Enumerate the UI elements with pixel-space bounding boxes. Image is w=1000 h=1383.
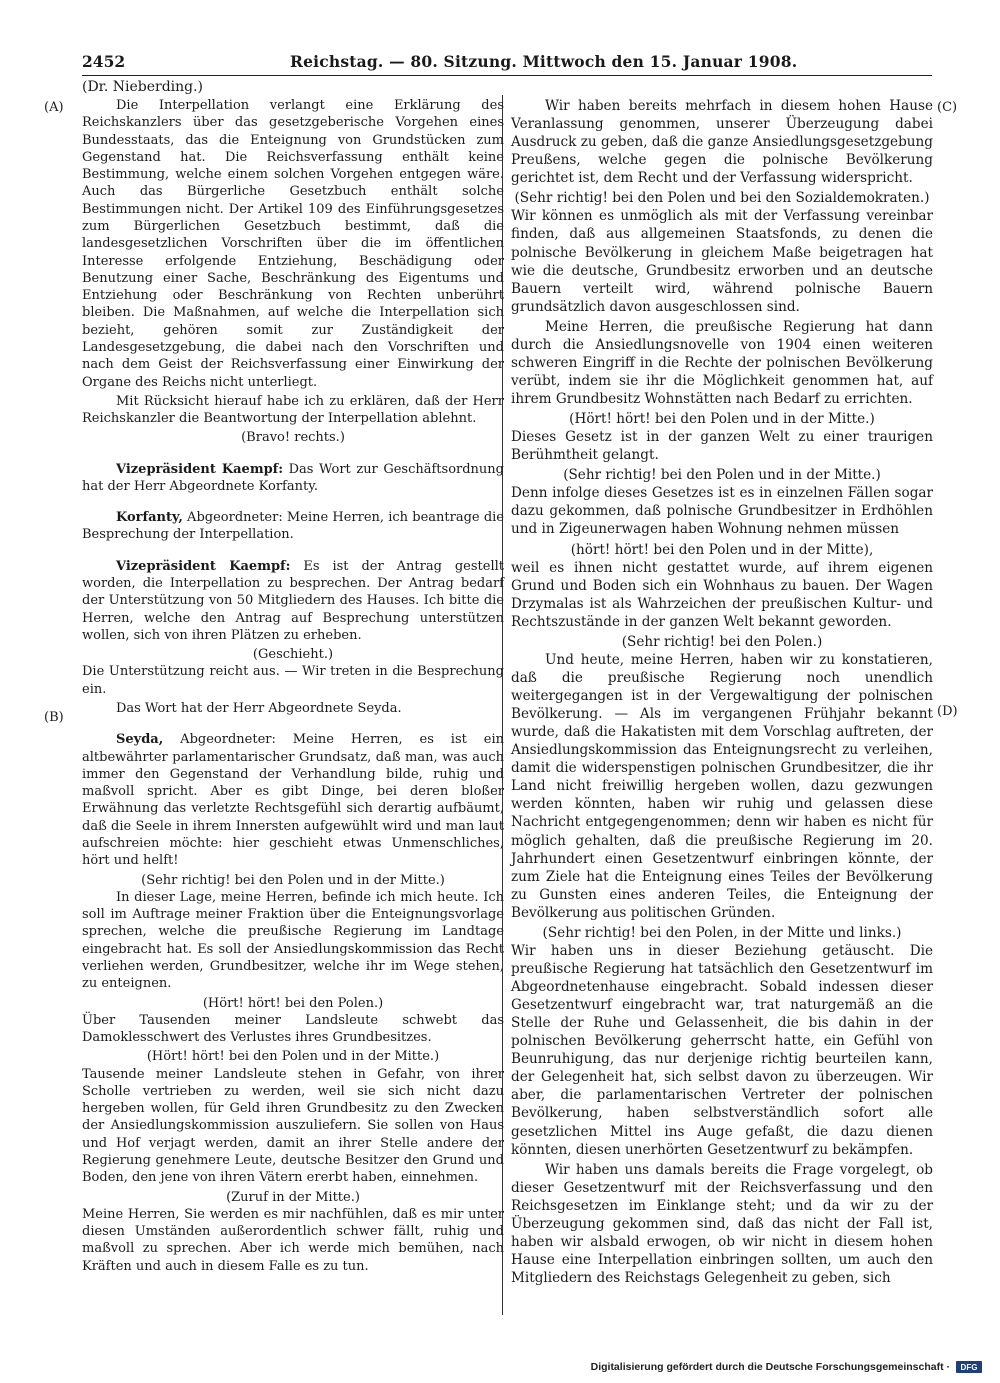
page-number: 2452 <box>82 52 126 71</box>
interjection: (Bravo! rechts.) <box>241 430 345 446</box>
page-header <box>82 52 932 76</box>
paragraph: Mit Rücksicht hierauf habe ich zu erklären, daß der Herr Reichskanzler die Beantwortung der Interpellation ablehnt. <box>82 393 504 427</box>
left-column <box>82 97 504 1277</box>
paragraph <box>82 731 504 869</box>
paragraph: Und heute, meine Herren, haben wir zu konstatieren, daß die preußische Regierung noch unendlich weitergegangen ist in der Vergewaltigung der polnischen Bevölkerung. — Als im vergangenen Frühjahr bekannt wurde, daß die Hakatisten mit dem Vorschlag auftreten, der Ansiedlungskommission das Enteignungsrecht zu verleihen, damit die widerspenstigen polnischen Grundbesitzer, die ihr Land nicht freiwillig hergeben wollen, dazu gezwungen werden könnten, haben wir ruhig und gelassen diese Nachricht entgegengenommen; denn wir haben es nicht für möglich gehalten, daß die preußische Regierung im 20. Jahrhundert einen Gesetzentwurf einbringen könnte, der zum Ziele hat die Enteignung eines Teiles der Bevölkerung zu Gunsten eines anderen Teiles, die Enteignung der Bevölkerung aus politischen Gründen. <box>511 651 933 921</box>
speaker-continuation: (Dr. Nieberding.) <box>82 79 204 95</box>
paragraph: Denn infolge dieses Gesetzes ist es in einzelnen Fällen sogar dazu gekommen, daß polnische Grundbesitzer in Erdhöhlen und in Zigeunerwagen haben Wohnung nehmen müssen <box>511 485 933 538</box>
interjection: (Sehr richtig! bei den Polen.) <box>621 633 823 650</box>
paragraph: Wir haben uns in dieser Beziehung getäuscht. Die preußische Regierung hat tatsächlich den Gesetzentwurf im Abgeordnetenhause eingebracht. Sobald indessen dieser Gesetzentwurf eingebracht war, trat naturgemäß an die Stelle der Ruhe und Gelassenheit, die bis dahin in der polnischen Bevölkerung geherrscht hatte, ein Gefühl von Beunruhigung, das nur derjenige richtig beurteilen kann, der Gelegenheit hat, sich selbst davon zu überzeugen. Wir aber, die parlamentarischen Vertreter der polnischen Bevölkerung, haben selbstverständlich sofort alle gesetzlichen Mittel ins Auge gefaßt, die dazu dienen könnten, diesen unerhörten Gesetzentwurf zu bekämpfen. <box>511 942 933 1158</box>
interjection: (Sehr richtig! bei den Polen und bei den Sozialdemokraten.) <box>514 190 930 207</box>
margin-marker-c: (C) <box>937 100 958 115</box>
paragraph: Meine Herren, Sie werden es mir nachfühlen, daß es mir unter diesen Umständen außerordentlich schwer fällt, ruhig und maßvoll zu sprechen. Aber ich werde mich bemühen, nach Kräften und auch in diesem Falle es zu tun. <box>82 1206 504 1274</box>
interjection: (Sehr richtig! bei den Polen, in der Mitte und links.) <box>542 924 902 941</box>
right-column <box>511 97 933 1289</box>
paragraph: Über Tausenden meiner Landsleute schwebt das Damoklesschwert des Verlustes ihres Grundbesitzes. <box>82 1012 504 1046</box>
interjection: (Hört! hört! bei den Polen und in der Mitte.) <box>569 411 875 428</box>
interjection: (Sehr richtig! bei den Polen und in der Mitte.) <box>141 872 445 888</box>
speaker-name: Vizepräsident Kaempf: <box>116 461 284 477</box>
margin-marker-a: (A) <box>44 100 64 115</box>
running-title: Reichstag. — 80. Sitzung. Mittwoch den 15. Januar 1908. <box>290 52 798 71</box>
margin-marker-b: (B) <box>44 710 64 725</box>
interjection: (hört! hört! bei den Polen und in der Mitte), <box>570 541 874 558</box>
interjection: (Sehr richtig! bei den Polen und in der Mitte.) <box>563 467 881 484</box>
paragraph: Wir haben uns damals bereits die Frage vorgelegt, ob dieser Gesetzentwurf mit der Reichsverfassung und den Reichsgesetzen im Einklange steht; und da wir zu der Überzeugung gekommen sind, daß das nicht der Fall ist, haben wir alsbald erwogen, ob wir nicht in diesem hohen Hause eine Interpellation einbringen sollten, um auch den Mitgliedern des Reichstags Gelegenheit zu geben, sich <box>511 1161 933 1286</box>
interjection: (Zuruf in der Mitte.) <box>226 1189 360 1205</box>
paragraph <box>82 558 504 644</box>
interjection: (Hört! hört! bei den Polen.) <box>202 995 384 1011</box>
speech-text: Das Wort zur Geschäftsordnung hat der Herr Abgeordnete Korfanty. <box>82 461 504 494</box>
paragraph: Wir können es unmöglich als mit der Verfassung vereinbar finden, daß aus allgemeinen Staatsfonds, zu denen die polnische Bevölkerung in gleichem Maße beigetragen hat wie die deutsche, Grundbesitz erworben und an deutsche Bauern verteilt wird, während polnische Bauern grundsätzlich davon ausgeschlossen sind. <box>511 208 933 315</box>
paragraph: Die Unterstützung reicht aus. — Wir treten in die Besprechung ein. <box>82 664 504 697</box>
speech-text: Abgeordneter: Meine Herren, ich beantrage die Besprechung der Interpellation. <box>82 510 504 543</box>
dfg-logo-icon: DFG <box>956 1361 982 1373</box>
paragraph: Dieses Gesetz ist in der ganzen Welt zu einer traurigen Berühmtheit gelangt. <box>511 429 933 464</box>
speech-text: Abgeordneter: Meine Herren, es ist ein altbewährter parlamentarischer Grundsatz, daß man, was auch immer den Gegenstand der Verhandlung bilde, ruhig und maßvoll spricht. Aber es gibt Dinge, bei deren bloßer Erwähnung das verletzte Rechtsgefühl sich derartig aufbäumt, daß die Seele in ihrem Innersten aufgewühlt wird und man laut aufschreien möchte: hier geschieht etwas Unmenschliches, hört und helft! <box>82 732 504 869</box>
interjection: (Geschieht.) <box>252 647 334 663</box>
paragraph <box>82 509 504 544</box>
paragraph: In dieser Lage, meine Herren, befinde ich mich heute. Ich soll im Auftrage meiner Fraktion über die Enteignungsvorlage sprechen, welche die preußische Regierung im Landtage eingebracht hat. Es soll der Ansiedlungskommission das Recht verliehen werden, Grundbesitzer, welche ihr im Wege stehen, zu enteignen. <box>82 889 504 992</box>
paragraph: Tausende meiner Landsleute stehen in Gefahr, von ihrer Scholle vertrieben zu werden, weil sie sich nicht dazu hergeben wollen, für Geld ihren Grundbesitz zu den Zwecken der Ansiedlungskommission auszuliefern. Sie sollen von Haus und Hof verjagt werden, damit an ihrer Stelle andere der Regierung genehmere Leute, deutsche Besitzer den Grund und Boden, den jene von ihren Vätern ererbt haben, einnehmen. <box>82 1066 504 1186</box>
paragraph: Wir haben bereits mehrfach in diesem hohen Hause Veranlassung genommen, unserer Überzeugung dabei Ausdruck zu geben, daß die ganze Ansiedlungsgesetzgebung Preußens, welche gegen die polnische Bevölkerung gerichtet ist, dem Recht und der Verfassung widerspricht. <box>511 98 933 187</box>
speaker-name: Korfanty, <box>116 510 183 526</box>
speech-text: Es ist der Antrag gestellt worden, die Interpellation zu besprechen. Der Antrag bedarf der Unterstützung von 50 Mitgliedern des Hauses. Ich bitte die Herren, welche den Antrag auf Besprechung unterstützen wollen, sich von ihren Plätzen zu erheben. <box>82 558 504 643</box>
margin-marker-d: (D) <box>937 704 958 719</box>
paragraph: Die Interpellation verlangt eine Erklärung des Reichskanzlers über das gesetzgeberische Vorgehen eines Bundesstaats, das die Enteignung von Grundstücken zum Gegenstand hat. Die Reichsverfassung enthält keine Bestimmung, welche einem solchen Vorgehen entgegen wäre. Auch das Bürgerliche Gesetzbuch enthält solche Bestimmungen nicht. Der Artikel 109 des Einführungsgesetzes zum Bürgerlichen Gesetzbuch bestimmt, daß die landesgesetzlichen Vorschriften über die im öffentlichen Interesse erfolgende Entziehung, Beschädigung oder Benutzung einer Sache, Beschränkung des Eigentums und Entziehung oder Beschränkung von Rechten unberührt bleiben. Die Maßnahmen, auf welche die Interpellation sich bezieht, gehören somit zur Zuständigkeit der Landesgesetzgebung, die dabei nach den Vorschriften und nach dem Geist der Reichsverfassung einer Einwirkung der Organe des Reichs nicht unterliegt. <box>82 98 504 390</box>
paragraph: Das Wort hat der Herr Abgeordnete Seyda. <box>116 701 402 716</box>
footer-text: Digitalisierung gefördert durch die Deutsche Forschungsgemeinschaft · <box>590 1361 950 1373</box>
interjection: (Hört! hört! bei den Polen und in der Mitte.) <box>146 1049 440 1065</box>
paragraph: weil es ihnen nicht gestattet wurde, auf ihrem eigenen Grund und Boden sich ein Wohnhaus zu bauen. Der Wagen Drzymalas ist als Wahrzeichen der preußischen Kultur- und Rechtszustände in der ganzen Welt bekannt geworden. <box>511 559 933 630</box>
paragraph <box>82 461 504 496</box>
footer-credit <box>591 1361 982 1373</box>
header-rule <box>82 75 932 76</box>
speaker-name: Seyda, <box>116 732 164 748</box>
paragraph: Meine Herren, die preußische Regierung hat dann durch die Ansiedlungsnovelle von 1904 einen weiteren schweren Eingriff in die Rechte der polnischen Bevölkerung verübt, indem sie ihr die Möglichkeit genommen hat, auf ihrem Grundbesitz Wohnstätten nach Bedarf zu errichten. <box>511 318 933 407</box>
speaker-name: Vizepräsident Kaempf: <box>116 558 291 574</box>
